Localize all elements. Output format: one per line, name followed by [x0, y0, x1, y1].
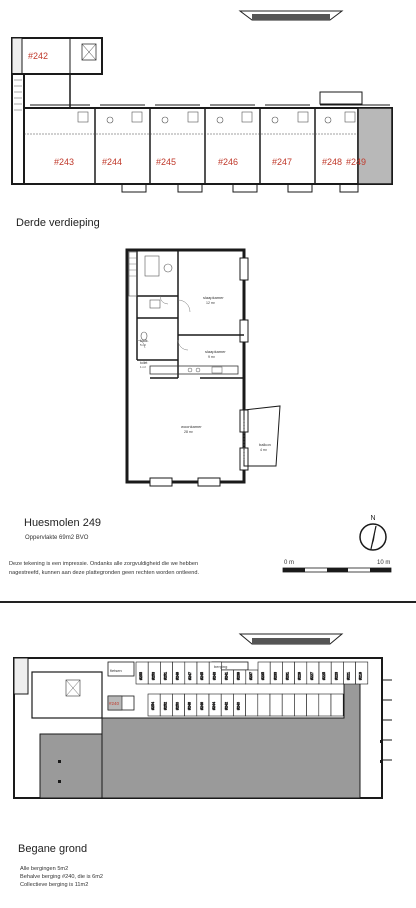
unit-label-247: #247 — [272, 157, 293, 167]
storage-unit-label: #243 — [212, 672, 217, 680]
scale-start-label: 0 m — [284, 560, 295, 566]
room-label-toilet: toilet — [140, 361, 148, 365]
room-area-slaapkamer-1: 12 m² — [206, 301, 215, 305]
unit-label-249: #249 — [346, 157, 367, 167]
ground-plan-title: Begane grond — [18, 843, 88, 855]
storage-unit — [258, 694, 270, 716]
label-berging: berging — [214, 664, 228, 669]
unit-label-244: #244 — [102, 157, 123, 167]
north-label: N — [370, 515, 376, 522]
storage-unit-label: #252 — [163, 702, 168, 710]
label-fietsen: fietsen — [110, 668, 122, 673]
storage-unit-label: #223 — [334, 672, 339, 680]
room-area-badk: 5 m² — [140, 343, 146, 347]
unit-label-242: #242 — [28, 51, 49, 61]
storage-unit-label: #249 — [175, 672, 180, 680]
room-label-slaapkamer-1: slaapkamer — [203, 295, 224, 300]
unit-label-245: #245 — [156, 157, 177, 167]
room-label-badk: badk. — [140, 339, 149, 343]
room-area-woonkamer: 28 m² — [184, 430, 193, 434]
storage-unit-label: #241 — [224, 672, 229, 680]
storage-unit-label: #247 — [187, 672, 192, 680]
top-plan-title: Derde verdieping — [16, 217, 100, 229]
storage-unit-label: #229 — [297, 672, 302, 680]
room-label-slaapkamer-2: slaapkamer — [205, 349, 226, 354]
storage-unit-label: #242 — [224, 702, 229, 710]
storage-unit-label: #251 — [163, 672, 168, 680]
storage-unit-label: #221 — [346, 672, 351, 680]
scale-end-label: 10 m — [377, 560, 391, 566]
disclaimer-line-2: nagestreefd, kunnen aan deze plattegronden geen rechten worden ontleend. — [9, 570, 200, 576]
storage-unit — [282, 694, 294, 716]
storage-note-1: Alle bergingen 5m2 — [20, 866, 69, 872]
room-area-balkon: 4 m² — [260, 448, 267, 452]
storage-unit-label: #253 — [151, 672, 156, 680]
storage-unit — [246, 694, 258, 716]
unit-plan-title: Huesmolen 249 — [24, 517, 102, 529]
storage-unit-label: #233 — [273, 672, 278, 680]
room-area-toilet: 1 m² — [140, 365, 146, 369]
storage-unit — [270, 694, 282, 716]
storage-unit-label: #219 — [358, 672, 363, 680]
storage-unit-label: #255 — [139, 672, 144, 680]
storage-unit-label: #244 — [212, 702, 217, 710]
storage-note-2: Behalve berging #240, die is 6m2 — [20, 874, 104, 880]
storage-unit-label: #235 — [261, 672, 266, 680]
storage-unit-label: #225 — [322, 672, 327, 680]
room-label-woonkamer: woonkamer — [181, 424, 202, 429]
room-label-balkon: balkon — [259, 442, 271, 447]
storage-unit-label: #248 — [187, 702, 192, 710]
storage-unit-label: #250 — [175, 702, 180, 710]
storage-unit-label: #254 — [151, 702, 156, 710]
storage-unit — [331, 694, 343, 716]
storage-unit-label: #246 — [199, 702, 204, 710]
unit-label-246: #246 — [218, 157, 239, 167]
unit-label-248: #248 — [322, 157, 343, 167]
label-storage-240: #240 — [109, 701, 120, 706]
storage-note-3: Collectieve berging is 11m2 — [20, 882, 89, 888]
storage-unit-label: #245 — [200, 672, 205, 680]
storage-unit — [307, 694, 319, 716]
storage-unit — [294, 694, 306, 716]
storage-unit — [319, 694, 331, 716]
room-area-slaapkamer-2: 9 m² — [208, 355, 215, 359]
storage-unit-label: #237 — [248, 672, 253, 680]
storage-unit-label: #239 — [236, 672, 241, 680]
storage-unit-label: #227 — [309, 672, 314, 680]
disclaimer-line-1: Deze tekening is een impressie. Ondanks alle zorgvuldigheid die we hebben — [9, 561, 199, 567]
storage-unit-label: #240 — [236, 702, 241, 710]
storage-unit-label: #231 — [285, 672, 290, 680]
unit-plan-area: Oppervlakte 69m2 BVO — [25, 535, 89, 541]
courtyard-area — [102, 672, 360, 798]
unit-label-243: #243 — [54, 157, 75, 167]
